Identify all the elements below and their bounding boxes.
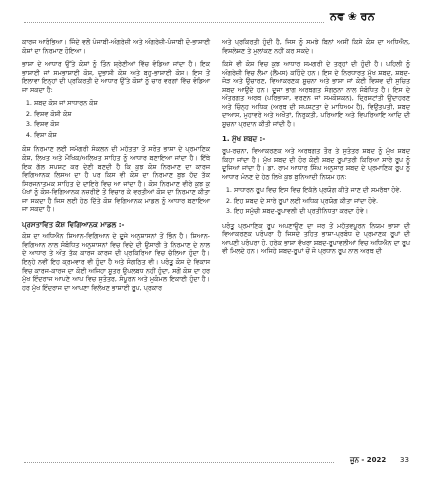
list-item: 2. ਵਿਸ਼ਵ ਕੋਸ਼ੀ ਕੋਸ਼ xyxy=(34,110,210,119)
dictionary-types-list xyxy=(22,99,210,139)
section-heading: 1. ਮੁੱਖ ਸ਼ਬਦ :- xyxy=(222,135,266,144)
list-item: 3. ਵਿਸ਼ਵ ਕੋਸ਼ xyxy=(34,120,210,129)
list-item: 2. ਇਹ ਸ਼ਬਦ ਦੇ ਸਾਰੇ ਰੂਪਾਂ ਲਈ ਅਧਿਕ ਪ੍ਰਯੋਗ ਕੀਤਾ ਜਾਂਦਾ ਹੋਵੇ. xyxy=(234,197,410,206)
paragraph: ਕਾਰਜ ਆਰੰਭਿਆ। ਜਿੰਦੇ ਵਲੋਂ ਪੰਜਾਬੀ-ਅੰਗਰੇਜ਼ੀ ਅਤੇ ਅੰਗਰੇਜ਼ੀ-ਪੰਜਾਬੀ ਦੋ-ਭਾਸ਼ਾਈ ਕੋਸ਼ਾਂ ਦਾ ਨਿਰਮਾਣ ਹੋਇਆ। xyxy=(22,38,210,55)
paragraph: ਕੋਸ਼ ਦਾ ਅਧਿਐਨ ਸ਼ਿਆਨ-ਵਿਗਿਆਨ ਦੇ ਦੂਜੇ ਅਨੁਸ਼ਾਸਨਾਂ ਤੋਂ ਭਿੰਨ ਹੈ। ਸ਼ਿਆਨ-ਵਿਗਿਆਨ ਨਾਲ ਸੰਬੰਧਿਤ ਅਨੁਸ਼ਾਸਨਾਂ ਵਿਚ ਵਿਦੇ ਦੀ ਉਸਾਰੀ ਤੇ ਨਿਰਮਾਣ ਦੇ ਨਾਲ ਦੇ ਆਧਾਰ ਤੇ ਅੰਤ ਤੱਕ ਕਾਰਜ ਕਾਰਜ ਦੀ ਪ੍ਰਕਿਰਿਆ ਵਿਚ ਚੱਲਿਆ ਹੁੰਦਾ ਹੈ। ਇਨ੍ਹੇ ਨਵੀਂ ਇਹ ਕ੍ਰਮਵਾਰ ਵੀ ਹੁੰਦਾ ਹੈ ਅਤੇ ਸੰਗਠਿਤ ਵੀ। ਪਰੰਤੂ ਕੋਸ਼ ਦੇ ਵਿਕਾਸ ਵਿਚ ਕਾਰਜ-ਕਾਰਜ ਦਾ ਕੋਈ ਅਜਿਹਾ ਸੂਤਰ ਉਪਲਬਧ ਨਹੀਂ ਹੁੰਦਾ, ਸਗੋਂ ਕੋਸ਼ ਦਾ ਹਰ ਮੁੱਖ ਇੰਦਰਾਜ ਆਪਣੇ ਆਪ ਵਿਚ ਸੁਤੰਤਰ, ਸੰਪੂਰਨ ਅਤੇ ਮੁਕੰਮਲ ਇਕਾਈ ਹੁੰਦਾ ਹੈ। ਹਰ ਮੁੱਖ ਇੰਦਰਾਜ ਦਾ ਆਪਣਾ ਵਿਲੱਖਣ ਭਾਸ਼ਾਈ ਰੂਪ, ਪ੍ਰਕਾਰ xyxy=(22,232,210,292)
title-left: ਨਵ xyxy=(330,10,345,23)
paragraph: ਪਰੰਤੂ ਪ੍ਰਮਾਣਿਕ ਰੂਪ ਅਪਣਾਉਣ ਦਾ ਜਰ ਤੋਂ ਮਹੱਤਵਪੂਰਨ ਨਿਯਮ ਭਾਸ਼ਾ ਦੀ ਵਿਆਕਰਣਕ ਪਰੰਪਰਾ ਹੈ ਜਿਸਦੇ ਤਹਿਤ ਭਾਸ਼ਾ-ਪ੍ਰਬੰਧ ਦੇ ਪ੍ਰਮਾਣਕ ਰੂਪਾਂ ਦੀ ਆਪਣੀ ਪਰੰਪਰਾ ਹੋ. ਹਰੇਕ ਭਾਸ਼ਾ ਵੱਖਰਾ ਸ਼ਬਦ-ਰੂਪਾਵਲੀਆਂ ਵਿਚ ਅਧਿਐਨ ਦਾ ਰੂਪ ਵੀ ਮਿਲਦੇ ਹਨ। ਅਜਿਹੇ ਸ਼ਬਦ-ਰੂਪਾਂ ਚੋਂ ਜੋ ਪ੍ਰਧਾਨ ਰੂਪ ਨਾਲ ਅਰਥ ਦੀ xyxy=(222,221,410,256)
title-right: ਰਨ xyxy=(360,10,376,23)
list-item: 4. ਵਿਸ਼ਾ ਕੋਸ਼ xyxy=(34,131,210,140)
left-column xyxy=(22,38,210,297)
page-number: 33 xyxy=(400,456,409,464)
rules-list xyxy=(222,186,410,216)
list-item: 1. ਸ਼ਬਦ ਕੋਸ਼ ਜਾਂ ਸਾਧਾਰਨ ਕੋਸ਼ xyxy=(34,99,210,108)
section-heading: ਪ੍ਰਸਤਾਵਿਤ ਕੋਸ਼ ਵਿਗਿਆਨਕ ਮਾਡਲ :- xyxy=(22,220,125,229)
flower-icon: ❀ xyxy=(347,10,358,23)
paragraph: ਰੂਪ-ਰਚਨਾ, ਵਿਆਕਰਣਕ ਅਤੇ ਅਰਥਗਤ ਤੌਰ ਤੇ ਸੁਤੰਤਰ ਸ਼ਬਦ ਨੂੰ ਮੁੱਖ ਸ਼ਬਦ ਕਿਹਾ ਜਾਂਦਾ ਹੈ। ਮੁੱਖ ਸ਼ਬਦ ਦੀ ਹੋਰ ਕੋਈ ਸ਼ਬਦ ਰੂਪਾਂਤਰੀ ਕਿਰਿਆ ਸਾਰੇ ਰੂਪ ਨੂੰ ਦੂਜਿਆਂ ਜਾਂਦਾ ਹੈ। ਡਾ. ਰਾਮ ਆਧਾਰ ਸਿੰਘ ਅਨੁਸਾਰ ਸ਼ਬਦ ਦੇ ਪ੍ਰਮਾਣਿਕ ਰੂਪ ਨੂੰ ਆਧਾਰ ਮੰਨਣ ਦੇ ਹੇਠ ਲਿਖੇ ਕੁਝ ਬੁਨਿਆਦੀ ਨਿਯਮ ਹਨ: xyxy=(222,147,410,181)
magazine-title xyxy=(330,10,375,24)
paragraph: ਕਿਸੇ ਵੀ ਕੋਸ਼ ਵਿਚ ਕੁਝ ਆਧਾਰ ਸਮਗਰੀ ਦੇ ਤਰ੍ਹਾਂ ਦੀ ਹੁੰਦੀ ਹੈ। ਪਹਿਲੀ ਨੂੰ ਅੰਗਰੇਜ਼ੀ ਵਿਚ ਲੈਮਾ (ਲੈਂਮਸ) ਕਹਿੰਦੇ ਹਨ। ਇਸ ਦੇ ਨਿਰਧਾਰਤ ਮੁੱਖ ਸ਼ਬਦ, ਸ਼ਬਦ-ਜੋੜ ਅਤੇ ਉਚਾਰਣ, ਵਿਆਕਰਣਕ ਸੂਚਨਾ ਅਤੇ ਭਾਸ਼ਾ ਜਾਂ ਕੋਈ ਵਿਸ਼ਵ ਦੀ ਸੁਚਿਤ ਸ਼ਬਦ ਆਉਂਦੇ ਹਨ। ਦੂਜਾ ਭਾਗ ਅਰਥਗਤ ਸੰਗਠਨਾ ਨਾਲ ਸੰਬੰਧਿਤ ਹੈ। ਇਸ ਦੇ ਅੰਤਰਗਤ ਅਰਥ (ਪਰਿਭਾਸ਼ਾ, ਵਰਣਨ ਜਾਂ ਸਮਕੋਸ਼ਕਨ), ਦ੍ਰਿਸ਼ਟਾਂਤੀ ਉਦਾਹਰਣ ਅਤੇ ਚਿੰਨ੍ਹ ਅਧਿਕ (ਅਰਥ ਦੀ ਸਪਸ਼ਟਤਾ ਦੇ ਮਾਧਿਅਮ ਹੈ), ਵਿਉਂਤਪਤੀ, ਸ਼ਬਦ ਦਾਆਸ, ਮੁਹਾਵਰੇ ਅਤੇ ਅਖੌਤਾਂ, ਨਿਰੁਕਤੀ, ਪਰਿਆਇ ਅਤੇ ਵਿਪਰਿਆਇ ਆਦਿ ਦੀ ਸੂਚਨਾ ਪ੍ਰਦਾਨ ਕੀਤੀ ਜਾਂਦੀ ਹੈ। xyxy=(222,60,410,128)
page-footer xyxy=(0,452,432,480)
page-header xyxy=(0,0,432,34)
paragraph: ਅਤੇ ਪ੍ਰਕਿਰਤੀ ਹੁੰਦੀ ਹੈ, ਜਿਸ ਨੂੰ ਸਮਝੇ ਬਿਨਾਂ ਅਸੀਂ ਕਿਸੇ ਕੋਸ਼ ਦਾ ਅਧਿਐਨ, ਵਿਸ਼ਲੇਸ਼ਣ ਤੇ ਮੁਲਾਂਕਣ ਨਹੀਂ ਕਰ ਸਕਦੇ। xyxy=(222,38,410,55)
paragraph: ਭਾਸ਼ਾ ਦੇ ਆਧਾਰ ਉੱਤੇ ਕੋਸ਼ਾਂ ਨੂੰ ਤਿੰਨ ਸ਼੍ਰੇਣੀਆਂ ਵਿੱਚ ਵੰਡਿਆ ਜਾਂਦਾ ਹੈ। ਇਕ ਭਾਸ਼ਾਈ ਜਾਂ ਸਮਭਾਸ਼ਾਈ ਕੋਸ਼, ਦੁਭਾਸ਼ੀ ਕੋਸ਼ ਅਤੇ ਬਹੁ-ਭਾਸ਼ਾਈ ਕੋਸ਼। ਇਸ ਤੋਂ ਇਲਾਵਾ ਇਨ੍ਹਾਂ ਦੀ ਪ੍ਰਕਿਰਤੀ ਦੇ ਆਧਾਰ ਉੱਤੇ ਕੋਸ਼ਾਂ ਨੂੰ ਚਾਰ ਵਰਗਾਂ ਵਿੱਚ ਵੰਡਿਆ ਜਾ ਸਕਦਾ ਹੈ: xyxy=(22,60,210,94)
header-dotted-rule xyxy=(24,22,324,23)
list-item: 3. ਇਹ ਸਮੁੱਚੀ ਸ਼ਬਦ-ਰੂਪਾਵਲੀ ਦੀ ਪ੍ਰਤੀਨਿਧਤਾ ਕਰਦਾ ਹੋਵੇ। xyxy=(234,207,410,216)
list-item: 1. ਸਾਧਾਰਨ ਰੂਪ ਵਿਚ ਇਸ ਵਿਚ ਇਕੱਲੇ ਪ੍ਰਯੋਗ ਕੀਤੇ ਜਾਣ ਦੀ ਸਮਰੱਥਾ ਹੋਵੇ. xyxy=(234,186,410,195)
issue-date: ਜੂਨ - 2022 xyxy=(350,456,387,464)
paragraph: ਕੋਸ਼ ਨਿਰਮਾਣ ਲਈ ਸਮੱਗਰੀ ਸੰਕਲਨ ਦੀ ਮਹੱਤਤਾ ਤੋਂ ਸਰੋਤ ਭਾਸ਼ਾ ਦੇ ਪ੍ਰਮਾਣਿਕ ਕੋਸ਼, ਲਿਖਤ ਅਤੇ ਮੌਖਿਕ/ਅਲਿਖਤ ਸਾਹਿਤ ਨੂੰ ਆਧਾਰ ਬਣਾਇਆ ਜਾਂਦਾ ਹੈ। ਇੱਥੇ ਇਕ ਗੱਲ ਸਪਸ਼ਟ ਕਰ ਦੇਣੀ ਬਣਦੀ ਹੈ ਕਿ ਕੁਝ ਕੋਸ਼ ਨਿਰਮਾਣ ਦਾ ਕਾਰਜ ਵਿਗਿਆਨਕ ਲਿਸਅ ਦਾ ਹੈ ਪਰ ਕਿਸ ਵੀ ਕੋਸ਼ ਦਾ ਨਿਰਮਾਣ ਬੁਝ ਹੱਦ ਤੱਕ ਸਿਰਜਨਾਤਮਕ ਸਾਹਿਤ ਦੇ ਦਾਇਰੇ ਵਿਚ ਆ ਜਾਂਦਾ ਹੈ। ਕੋਸ਼ ਨਿਰਮਾਣ ਵੀਰੇ ਕੁਝ ਕੁ ਪੱਖਾਂ ਨੂੰ ਕੋਸ਼-ਵਿਗਿਆਨਕ ਨਜ਼ਰੀਏ ਤੋਂ ਵਿਚਾਰ ਕੇ ਵਰਤੀਆਂ ਕੋਸ਼ ਦਾ ਨਿਰਮਾਣ ਕੀਤਾ ਜਾ ਸਕਦਾ ਹੈ ਜਿਸ ਲਈ ਹੇਠ ਦਿੱਤੇ ਕੋਸ਼ ਵਿਗਿਆਨਕ ਮਾਡਲ ਨੂੰ ਆਧਾਰ ਬਣਾਇਆ ਜਾ ਸਕਦਾ ਹੈ। xyxy=(22,145,210,214)
right-column xyxy=(222,38,410,261)
footer-dotted-rule xyxy=(24,462,334,463)
